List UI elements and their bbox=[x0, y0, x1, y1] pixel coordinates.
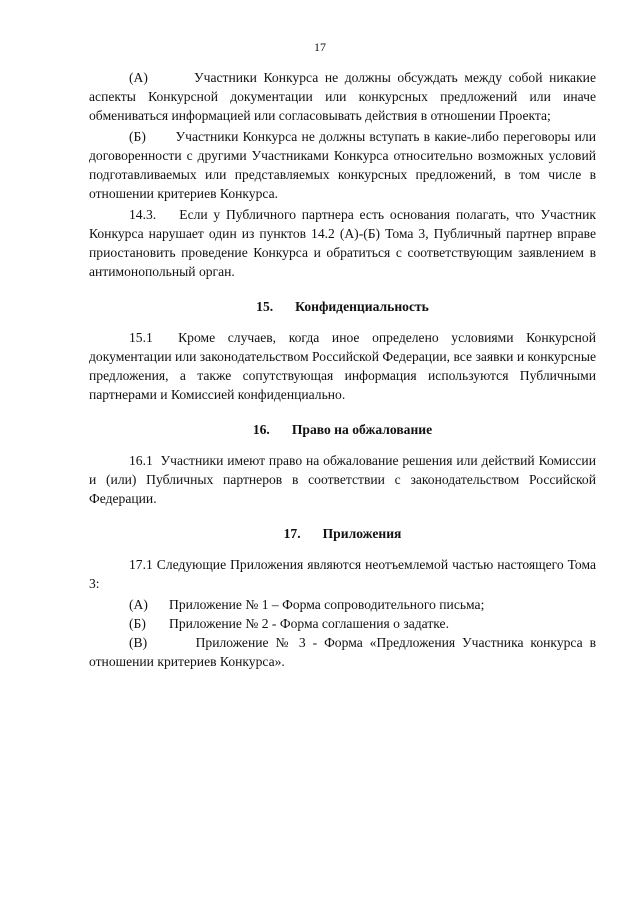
section-title: Приложения bbox=[322, 526, 402, 541]
clause-text: Участники имеют право на обжалование решения или действий Комиссии и (или) Публичных партнеров в соответствии с законодательством Российской Федерации. bbox=[89, 453, 596, 506]
item-marker: (А) bbox=[129, 597, 148, 612]
item-text: Приложение № 2 - Форма соглашения о задатке. bbox=[169, 616, 449, 631]
clause-text: Кроме случаев, когда иное определено условиями Конкурсной документации или законодательством Российской Федерации, все заявки и конкурсные предложения, а также сопутствующая информация используются Публичными партнерами и Комиссией конфиденциально. bbox=[89, 330, 597, 402]
item-marker: (В) bbox=[129, 635, 148, 650]
clause-17-1 bbox=[89, 555, 596, 593]
clause-marker: 17.1 bbox=[129, 557, 153, 572]
section-title: Конфиденциальность bbox=[295, 299, 429, 314]
appendix-item-c bbox=[89, 633, 596, 671]
item-marker: (Б) bbox=[129, 616, 146, 631]
clause-text: Участники Конкурса не должны вступать в какие-либо переговоры или договоренности с другими Участниками Конкурса относительно возможных условий подготавливаемых или представляемых конкурсных предложений, в том числе в отношении критериев Конкурса. bbox=[89, 129, 596, 201]
section-title: Право на обжалование bbox=[291, 422, 433, 437]
page-number: 17 bbox=[314, 40, 326, 54]
item-text: Приложение № 3 - Форма «Предложения Участника конкурса в отношении критериев Конкурса». bbox=[89, 635, 596, 669]
clause-15-1 bbox=[89, 328, 596, 404]
document-body bbox=[89, 68, 596, 673]
appendix-item-b bbox=[89, 614, 596, 633]
section-number: 15. bbox=[256, 299, 274, 314]
section-number: 17. bbox=[283, 526, 301, 541]
section-heading-16 bbox=[89, 420, 596, 439]
clause-text: Участники Конкурса не должны обсуждать между собой никакие аспекты Конкурсной документации или конкурсных предложений или иначе обмениваться информацией или согласовывать действия в отношении Проекта; bbox=[89, 70, 596, 123]
section-heading-17 bbox=[89, 524, 596, 543]
clause-text: Если у Публичного партнера есть основания полагать, что Участник Конкурса нарушает один из пунктов 14.2 (А)-(Б) Тома 3, Публичный партнер вправе приостановить проведение Конкурса и обратиться с соответствующим заявлением в антимонопольный орган. bbox=[89, 207, 596, 279]
clause-marker: 14.3. bbox=[129, 207, 157, 222]
clause-14-3 bbox=[89, 205, 596, 281]
clause-14-2-b bbox=[89, 127, 596, 203]
clause-marker: 15.1 bbox=[129, 330, 153, 345]
clause-14-2-a bbox=[89, 68, 596, 125]
clause-marker: (Б) bbox=[129, 129, 146, 144]
section-number: 16. bbox=[252, 422, 270, 437]
clause-marker: 16.1 bbox=[129, 453, 153, 468]
clause-16-1 bbox=[89, 451, 596, 508]
section-heading-15 bbox=[89, 297, 596, 316]
clause-text: Следующие Приложения являются неотъемлемой частью настоящего Тома 3: bbox=[89, 557, 596, 591]
clause-marker: (А) bbox=[129, 70, 148, 85]
appendix-item-a bbox=[89, 595, 596, 614]
item-text: Приложение № 1 – Форма сопроводительного письма; bbox=[169, 597, 485, 612]
